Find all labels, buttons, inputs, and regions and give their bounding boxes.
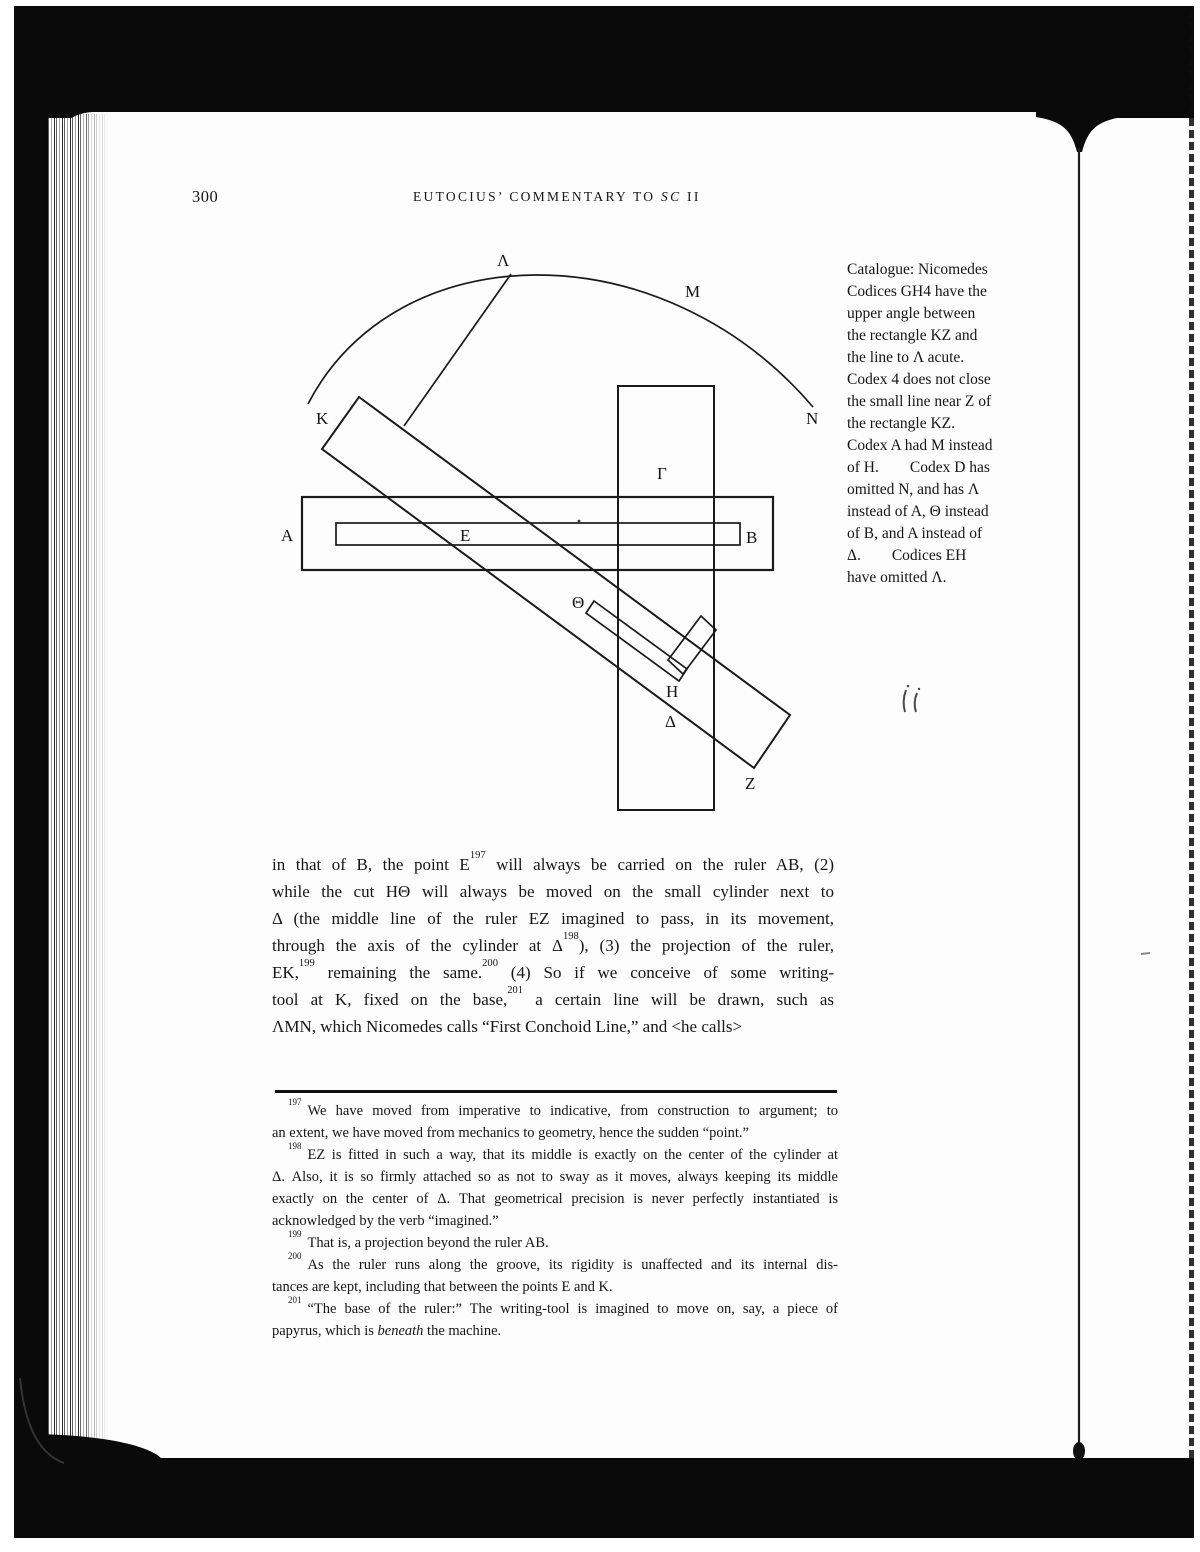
diagram-label: Z bbox=[745, 774, 756, 793]
footnote-line: papyrus, which is beneath the machine. bbox=[272, 1323, 502, 1339]
ruler-ab-slot bbox=[336, 523, 740, 545]
lambda-line bbox=[404, 274, 511, 426]
slot-theta-h bbox=[586, 601, 687, 681]
margin-speck bbox=[1141, 953, 1150, 954]
margin-note bbox=[847, 259, 1037, 589]
diagram-labels bbox=[281, 251, 818, 793]
margin-note-line: instead of A, Θ instead bbox=[847, 503, 989, 520]
running-head: EUTOCIUS’ COMMENTARY TO SC II bbox=[413, 189, 701, 204]
margin-note-line: Codices GH4 have the bbox=[847, 283, 987, 300]
margin-note-line: omitted N, and has Λ bbox=[847, 481, 980, 498]
body-line: Δ (the middle line of the ruler EZ imagined to pass, in its movement, bbox=[272, 909, 834, 928]
margin-note-line: the line to Λ acute. bbox=[847, 349, 965, 366]
cut-rect bbox=[668, 616, 716, 674]
margin-note-line: the small line near Z of bbox=[847, 393, 992, 410]
margin-note-line: Δ. Codices EH bbox=[847, 547, 967, 564]
diagram-label: H bbox=[666, 682, 679, 701]
ink-mark bbox=[904, 685, 921, 712]
diagram-label: E bbox=[460, 526, 471, 545]
diagram-label: Γ bbox=[657, 464, 667, 483]
gutter-bottom-blob bbox=[1073, 1442, 1085, 1460]
margin-note-line: upper angle between bbox=[847, 305, 976, 322]
body-line: ΛMN, which Nicomedes calls “First Conchoid Line,” and <he calls> bbox=[272, 1017, 743, 1036]
footnote-line: $^{197}$We have moved from imperative to indicative, from construction to argument; to bbox=[288, 1096, 838, 1119]
margin-note-line: Catalogue: Nicomedes bbox=[847, 261, 988, 278]
footnotes bbox=[272, 1096, 838, 1342]
body-line: in that of B, the point $E^{197}$ will always be carried on the ruler AB, (2) bbox=[272, 850, 834, 874]
body-line: EK,$^{199}$ remaining the same.$^{200}$ (4) So if we conceive of some writing- bbox=[272, 958, 834, 982]
body-paragraph bbox=[272, 851, 834, 1040]
diagram-label: Δ bbox=[665, 712, 676, 731]
diagram-label: N bbox=[806, 409, 819, 428]
footnote-line: $^{200}$As the ruler runs along the groove, its rigidity is unaffected and its internal dis- bbox=[288, 1250, 838, 1273]
page-number: 300 bbox=[192, 187, 219, 206]
margin-note-line: the rectangle KZ. bbox=[847, 415, 956, 432]
footnote-rule bbox=[275, 1090, 837, 1093]
ruler-kz bbox=[322, 397, 790, 768]
margin-note-line: of H. Codex D has bbox=[847, 459, 990, 476]
footnote-line: Δ. Also, it is so firmly attached so as not to sway as it moves, always keeping its middle bbox=[272, 1169, 838, 1185]
body-line: while the cut HΘ will always be moved on the small cylinder next to bbox=[272, 882, 834, 901]
diagram-label: Λ bbox=[497, 251, 510, 270]
margin-note-line: have omitted Λ. bbox=[847, 569, 947, 586]
body-line: through the axis of the cylinder at $\Delta^{198}$), (3) the projection of the ruler, bbox=[272, 931, 835, 955]
footnote-line: acknowledged by the verb “imagined.” bbox=[272, 1213, 499, 1229]
footnote-line: $^{201}$“The base of the ruler:” The writing-tool is imagined to move on, say, a piece of bbox=[288, 1294, 838, 1317]
ruler-ab-outer bbox=[302, 497, 773, 570]
footnote-line: tances are kept, including that between the points E and K. bbox=[272, 1279, 613, 1295]
footnote-line: exactly on the center of Δ. That geometrical precision is never perfectly instantiated is bbox=[272, 1191, 838, 1207]
conchoid-arc bbox=[308, 275, 813, 407]
diagram-label: K bbox=[316, 409, 329, 428]
diagram-label: M bbox=[685, 282, 701, 301]
diagram-label: Θ bbox=[572, 593, 585, 612]
diagram-label: A bbox=[281, 526, 294, 545]
margin-note-line: Codex A had M instead bbox=[847, 437, 993, 454]
body-line: tool at K, fixed on the base,$^{201}$ a certain line will be drawn, such as bbox=[272, 985, 834, 1009]
margin-note-line: Codex 4 does not close bbox=[847, 371, 991, 388]
diagram-label: B bbox=[746, 528, 758, 547]
margin-note-line: of B, and A instead of bbox=[847, 525, 983, 542]
page-curl-line bbox=[20, 1378, 64, 1463]
gutter-funnel bbox=[1036, 110, 1122, 152]
geometry-diagram bbox=[270, 240, 840, 820]
footnote-line: $^{198}$EZ is fitted in such a way, that its middle is exactly on the center of the cylinder at bbox=[288, 1140, 838, 1163]
footnote-line: an extent, we have moved from mechanics to geometry, hence the sudden “point.” bbox=[272, 1125, 749, 1141]
footnote-line: $^{199}$That is, a projection beyond the ruler AB. bbox=[288, 1228, 549, 1251]
margin-note-line: the rectangle KZ and bbox=[847, 327, 978, 344]
